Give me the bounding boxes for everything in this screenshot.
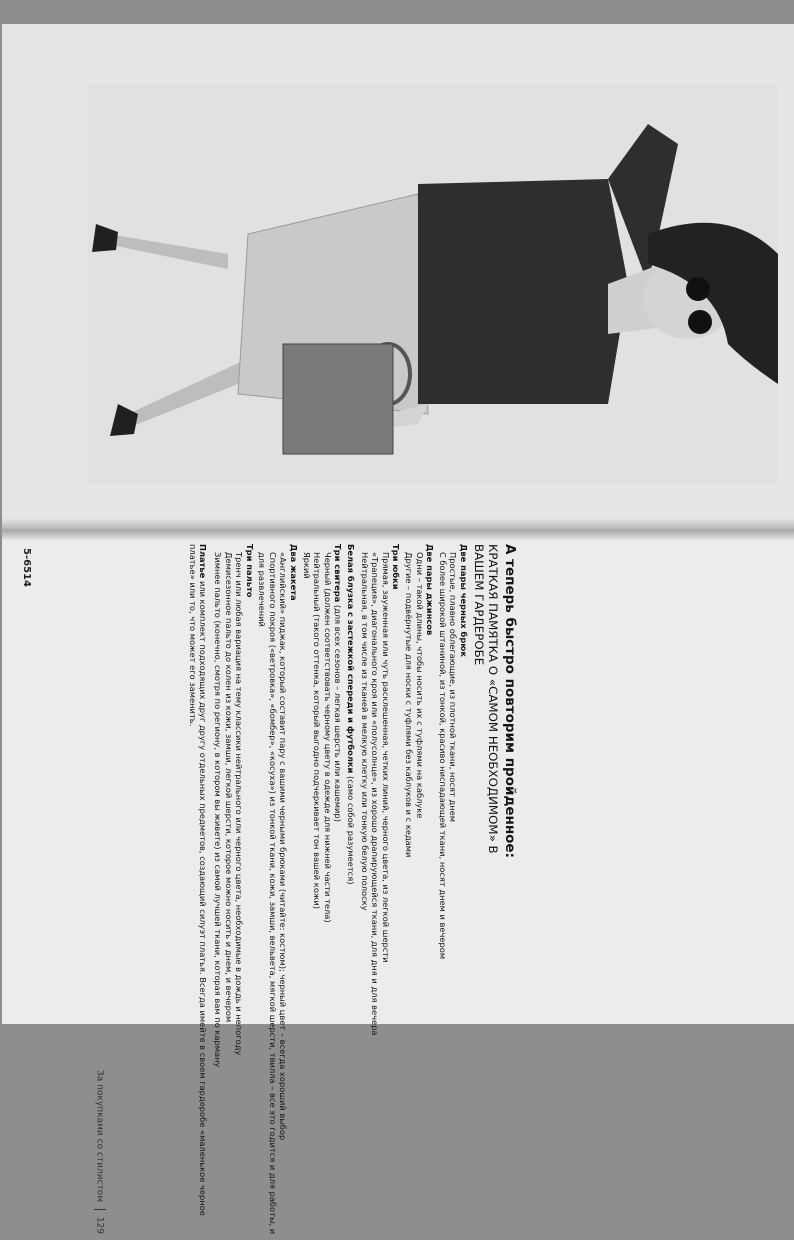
list-item: Тренч или любая вариация на тему классики нейтрального или черного цвета, необходимые в дождь и непогоду xyxy=(234,552,245,1056)
dress-title: Платье xyxy=(198,544,209,579)
section-title: Две пары черных брюк xyxy=(459,544,469,657)
sweaters-note: (для всех сезонов – легкая шерсть или кашемир) xyxy=(333,602,344,822)
section-title: Две пары джинсов xyxy=(425,544,436,636)
handbag-icon xyxy=(283,344,393,454)
page-subheading: КРАТКАЯ ПАМЯТКА О «САМОМ НЕОБХОДИМОМ» В ВАШЕМ ГАРДЕРОБЕ xyxy=(472,544,500,854)
list-item: «Английский» пиджак, который составит пару с вашими черными брюками (читайте: костюм); черный цвет – всегда хороший выбор xyxy=(278,552,289,1141)
list-item: С более широкой штаниной, из тонкой, красиво ниспадающей ткани, носят днем и вечером xyxy=(437,552,448,960)
running-footer: За покупками со стилистом xyxy=(94,1069,105,1203)
sweaters-title: Три свитера xyxy=(333,544,344,603)
list-item: Демисезонное пальто до колен из кожи, замши, легкой шерсти, которое можно носить и днем, и вечером xyxy=(223,552,234,1023)
illustration-page xyxy=(2,24,794,524)
fashion-illustration xyxy=(88,84,788,504)
footer-line xyxy=(94,964,106,1234)
signature-wrap xyxy=(18,548,32,608)
list-item: Черный (должен соответствовать черному цвету в одежде для нижней части тела) xyxy=(322,552,333,923)
list-item: Спортивного покроя («ветровка», «бомбер», «косуха») из тонкой ткани, кожи, замши, вельвета, мягкой шерсти, твилла – все это годится и для работы, и для развлечений xyxy=(257,552,278,1235)
page-number: 129 xyxy=(94,1216,105,1234)
list-item: «Трапеция», диагонального кроя или «полусолнце», из хорошо драпирующейся ткани, для дня и для вечера xyxy=(370,552,381,1036)
list-item: Зимнее пальто (конечно, смотря по региону, в котором вы живете) из самой лучшей ткани, которая вам по карману xyxy=(212,552,223,1068)
sweaters-line xyxy=(333,544,344,1240)
blouse-line xyxy=(345,544,356,1240)
section-title: Два жакета xyxy=(289,544,300,601)
list-item: Одни – такой длины, чтобы носить их с туфлями на каблуке xyxy=(414,552,425,819)
section-title: Три пальто xyxy=(244,544,255,598)
signature-mark: 5-6514 xyxy=(21,548,32,587)
list-item: Простые, плавно облегающие, из плотной ткани, носят днем xyxy=(448,552,459,823)
list-item: Нейтральный (такого оттенка, который выгодно подчеркивает тон вашей кожи) xyxy=(312,552,323,909)
dress-text: или комплект подходящих друг другу отдельных предметов, создающий силуэт платья. Всегда имейте в своем гардеробе «маленькое черное платье» или то, что может его заменить. xyxy=(187,544,209,1216)
book-spine xyxy=(2,518,794,540)
section-title: Три юбки xyxy=(391,544,402,590)
list-item: Яркий xyxy=(301,552,312,579)
list-item: Прямая, зауженная или чуть расклешенная, четких линий, черного цвета, из легкой шерсти xyxy=(380,552,391,963)
text-column xyxy=(82,544,778,1235)
list-item: Нейтральная, в том числе из тканей в мелкую клетку или тонкую белую полоску xyxy=(359,552,370,911)
rotated-content xyxy=(82,544,518,1240)
blouse-title: Белая блузка с застежкой спереди и футболки xyxy=(346,544,357,774)
dress-paragraph xyxy=(187,544,208,1240)
list-item: Другие – подвёрнутые для носки с туфлями без каблуков и с кедами xyxy=(404,552,415,858)
blouse-note: (само собой разумеется) xyxy=(346,773,357,885)
page-heading: А теперь быстро повторим пройденное: xyxy=(502,544,518,858)
